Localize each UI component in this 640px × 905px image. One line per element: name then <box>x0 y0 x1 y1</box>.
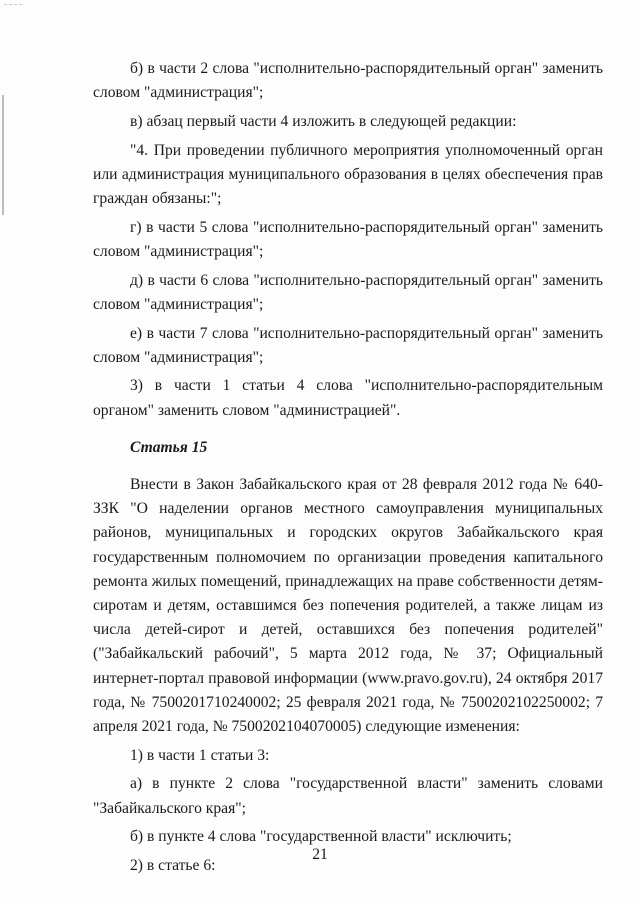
page-number: 21 <box>312 846 328 863</box>
paragraph-e: е) в части 7 слова "исполнительно-распорядительный орган" заменить словом "администрация"; <box>93 324 603 366</box>
document-body <box>93 57 603 878</box>
article-item-2: 2) в статье 6: <box>130 857 216 875</box>
article-heading: Статья 15 <box>130 438 208 456</box>
scan-corner-mark <box>4 4 22 6</box>
article-intro-paragraph: Внести в Закон Забайкальского края от 28 февраля 2012 года № 640-ЗЗК "О наделении органов местного самоуправления муниципальных районов, муниципальных и городских округов Забайкальского края государственным полномочием по организации проведения капитального ремонта жилых помещений, принадлежащих на праве собственности детям-сиротам и детям, оставшимся без попечения родителей, а также лицам из числа детей-сирот и детей, оставшихся без попечения родителей" ("Забайкальский рабочий", 5 марта 2012 года, № 37; Официальный интернет-портал правовой информации (www.pravo.gov.ru), 24 октября 2017 года, № 7500201710240002; 25 февраля 2021 года, № 7500202102250002; 7 апреля 2021 года, № 7500202104070005) следующие изменения: <box>93 476 603 736</box>
article-item-a: а) в пункте 2 слова "государственной власти" заменить словами "Забайкальского края"; <box>93 775 603 817</box>
article-item-1: 1) в части 1 статьи 3: <box>130 746 270 764</box>
scan-edge-mark <box>2 95 4 215</box>
paragraph-quote-4: "4. При проведении публичного мероприятия уполномоченный орган или администрация муниципального образования в целях обеспечения прав граждан обязаны:"; <box>93 141 603 208</box>
paragraph-b: б) в части 2 слова "исполнительно-распорядительный орган" заменить словом "администрация"; <box>93 60 603 102</box>
paragraph-g: г) в части 5 слова "исполнительно-распорядительный орган" заменить словом "администрация"; <box>93 218 603 260</box>
paragraph-d: д) в части 6 слова "исполнительно-распорядительный орган" заменить словом "администрация"; <box>93 271 603 313</box>
article-item-b: б) в пункте 4 слова "государственной власти" исключить; <box>130 828 512 846</box>
paragraph-v: в) абзац первый части 4 изложить в следующей редакции: <box>130 112 517 130</box>
paragraph-3: 3) в части 1 статьи 4 слова "исполнительно-распорядительным органом" заменить словом "администрацией". <box>93 377 603 419</box>
